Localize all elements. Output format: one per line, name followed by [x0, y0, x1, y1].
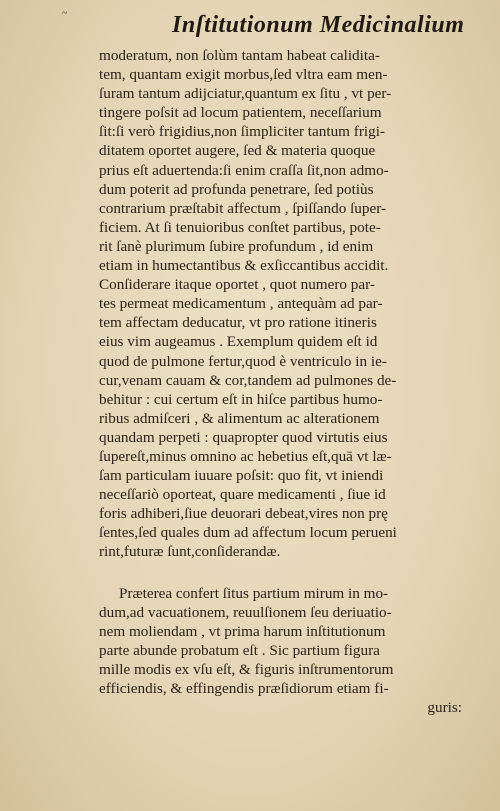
text-line: ditatem oportet augere, ſed & materia quoque [99, 142, 376, 160]
paragraph-2 [99, 584, 466, 699]
text-line: eius vim augeamus . Exemplum quidem eſt id [99, 333, 378, 351]
text-line: behitur : cui certum eſt in hiſce partibus humo- [99, 390, 383, 408]
text-line: contrarium præſtabit affectum , ſpiſſando ſuper- [99, 199, 387, 217]
page-mark: ~ [62, 8, 69, 19]
text-line: ſupereſt,minus omnino ac hebetius eſt,quā vt læ- [99, 447, 392, 465]
text-line: tingere poſsit ad locum patientem, neceſſarium [99, 104, 382, 122]
text-line: ſuram tantum adijciatur,quantum ex ſitu , vt per- [99, 85, 392, 103]
text-line: ſit:ſi verò frigidius,non ſimpliciter tantum frigi- [99, 123, 385, 141]
text-line: cur,venam cauam & cor,tandem ad pulmones de- [99, 371, 397, 389]
page-body [99, 46, 466, 717]
paragraph-1 [99, 46, 466, 562]
text-line: nem moliendam , vt prima harum inſtitutionum [99, 622, 386, 640]
text-line: neceſſariò oporteat, quare medicamenti , ſiue id [99, 486, 386, 504]
text-line: ribus admiſceri , & alimentum ac alterationem [99, 409, 380, 427]
text-line: mille modis ex vſu eſt, & figuris inſtrumentorum [99, 660, 394, 678]
text-line: rint,futuræ ſunt,conſiderandæ. [99, 543, 281, 561]
text-line: ſam particulam iuuare poſsit: quo fit, vt iniendi [99, 467, 384, 485]
text-line: ficiem. At ſi tenuioribus conſtet partibus, pote- [99, 218, 381, 236]
text-line: tem affectam deducatur, vt pro ratione itineris [99, 314, 377, 332]
running-head: Inſtitutionum Medicinalium [172, 12, 465, 38]
text-line: quandam perpeti : quapropter quod virtutis eius [99, 428, 388, 446]
text-line: dum poterit ad profunda penetrare, ſed potiùs [99, 180, 374, 198]
text-line: rit ſanè plurimum ſubire profundum , id enim [99, 237, 374, 255]
text-line: quod de pulmone fertur,quod è ventriculo in ie- [99, 352, 387, 370]
text-line: parte abunde probatum eſt . Sic partium figura [99, 641, 380, 659]
text-line: efficiendis, & effingendis præſidiorum etiam fi- [99, 680, 389, 697]
text-line: etiam in humectantibus & exſiccantibus accidit. [99, 257, 389, 275]
text-line: foris adhiberi,ſiue deuorari debeat,vires non prę [99, 505, 388, 523]
catchword: guris: [427, 699, 462, 717]
text-line: Præterea confert ſitus partium mirum in mo- [119, 584, 389, 602]
text-line: ſentes,ſed quales dum ad affectum locum perueni [99, 524, 397, 542]
text-line: tem, quantam exigit morbus,ſed vltra eam men- [99, 66, 388, 84]
text-line: moderatum, non ſolùm tantam habeat calidita- [99, 47, 380, 64]
text-line: Conſiderare itaque oportet , quot numero par- [99, 276, 375, 294]
text-line: dum,ad vacuationem, reuulſionem ſeu deriuatio- [99, 603, 392, 621]
text-line: prius eſt aduertenda:ſi enim craſſa ſit,non admo- [99, 161, 389, 179]
text-line: tes permeat medicamentum , antequàm ad par- [99, 295, 383, 313]
